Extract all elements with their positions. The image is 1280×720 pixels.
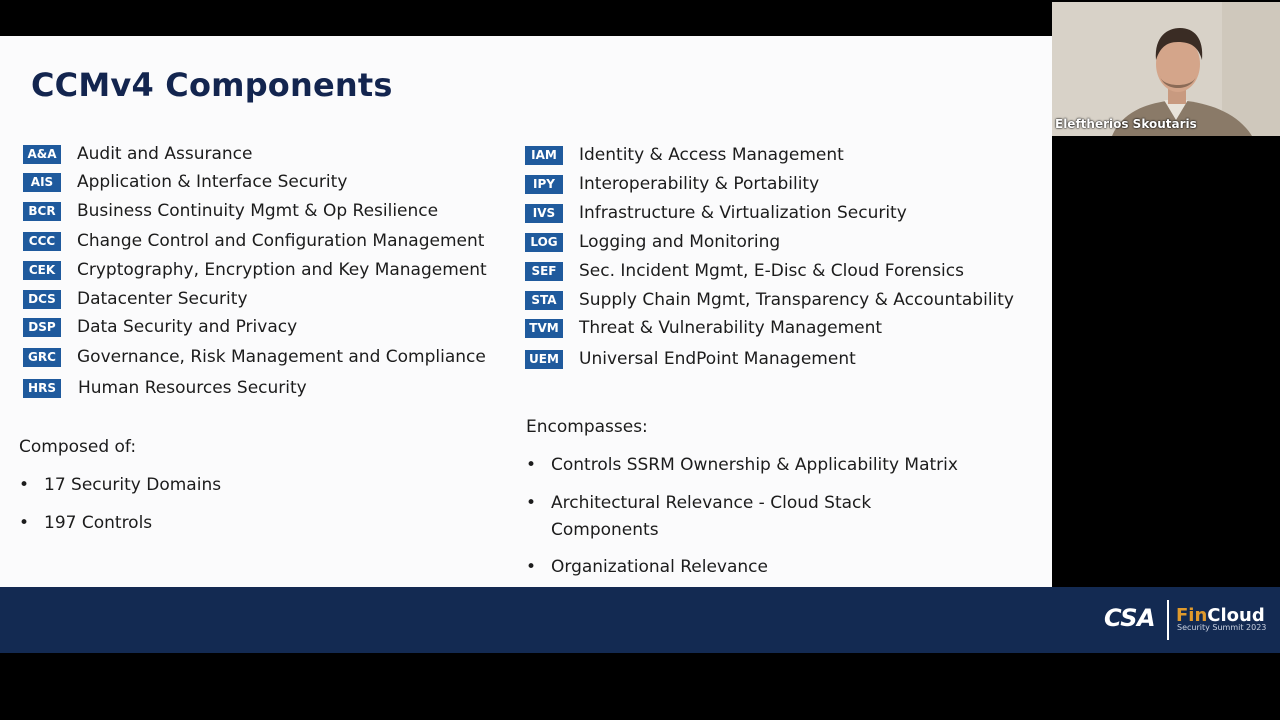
domain-code-badge: UEM — [525, 350, 563, 369]
bullet-dot: • — [526, 493, 537, 513]
domain-item — [23, 346, 486, 368]
domain-code-badge: IAM — [525, 146, 563, 165]
domain-name: Threat & Vulnerability Management — [579, 318, 883, 338]
domain-code-badge: STA — [525, 291, 563, 310]
domain-name: Application & Interface Security — [77, 172, 348, 192]
domain-item — [23, 316, 297, 338]
bullet-text: Organizational Relevance — [551, 557, 768, 577]
domain-name: Business Continuity Mgmt & Op Resilience — [77, 201, 439, 221]
domain-name: Universal EndPoint Management — [579, 349, 856, 369]
domain-code-badge: DSP — [23, 318, 61, 337]
domain-item — [23, 230, 484, 252]
domain-item — [23, 143, 252, 165]
domain-item — [525, 173, 819, 195]
bullet-text: Architectural Relevance - Cloud Stack — [551, 493, 872, 513]
bullet-dot: • — [19, 513, 30, 533]
bullet-text: 17 Security Domains — [44, 475, 222, 495]
domain-item — [23, 200, 438, 222]
domain-item — [525, 144, 844, 166]
bullet-dot: • — [19, 475, 30, 495]
presentation-slide — [0, 36, 1052, 587]
participant-video-tile[interactable] — [1052, 2, 1280, 136]
domain-name: Governance, Risk Management and Compliance — [77, 347, 486, 367]
bullet-text: Components — [551, 520, 659, 540]
domain-code-badge: CCC — [23, 232, 61, 251]
domain-item — [23, 288, 248, 310]
domain-item — [525, 202, 907, 224]
domain-item — [23, 171, 347, 193]
domain-item — [23, 259, 487, 281]
domain-code-badge: HRS — [23, 379, 61, 398]
domain-item — [525, 289, 1014, 311]
domain-name: Audit and Assurance — [77, 144, 253, 164]
domain-item — [23, 377, 307, 399]
bullet-dot: • — [526, 455, 537, 475]
domain-code-badge: LOG — [525, 233, 563, 252]
domain-name: Infrastructure & Virtualization Security — [579, 203, 907, 223]
domain-code-badge: GRC — [23, 348, 61, 367]
logo-cloud-part: Cloud — [1207, 605, 1265, 626]
participant-name-label: Eleftherios Skoutaris — [1055, 117, 1197, 131]
domain-name: Identity & Access Management — [579, 145, 844, 165]
bullet-text: Controls SSRM Ownership & Applicability Matrix — [551, 455, 958, 475]
domain-name: Datacenter Security — [77, 289, 248, 309]
domain-code-badge: DCS — [23, 290, 61, 309]
domain-name: Logging and Monitoring — [579, 232, 781, 252]
domain-name: Data Security and Privacy — [77, 317, 298, 337]
composed-of-label: Composed of: — [19, 437, 137, 457]
bullet-text: 197 Controls — [44, 513, 153, 533]
domain-code-badge: SEF — [525, 262, 563, 281]
domain-name: Change Control and Configuration Management — [77, 231, 485, 251]
domain-name: Sec. Incident Mgmt, E-Disc & Cloud Forensics — [579, 261, 964, 281]
domain-code-badge: TVM — [525, 319, 563, 338]
domain-name: Cryptography, Encryption and Key Management — [77, 260, 487, 280]
domain-item — [525, 317, 882, 339]
logo-subtitle: Security Summit 2023 — [1177, 623, 1267, 632]
domain-code-badge: CEK — [23, 261, 61, 280]
slide-title: CCMv4 Components — [31, 66, 393, 104]
logo-divider — [1167, 600, 1169, 640]
domain-name: Human Resources Security — [78, 378, 307, 398]
domain-code-badge: BCR — [23, 202, 61, 221]
logo-fin-part: Fin — [1176, 605, 1208, 626]
footer-banner — [0, 587, 1280, 653]
participant-video-feed — [1052, 2, 1280, 136]
domain-code-badge: AIS — [23, 173, 61, 192]
csa-logo-text: CSA — [1104, 604, 1156, 632]
encompasses-label: Encompasses: — [526, 417, 648, 437]
domain-code-badge: IVS — [525, 204, 563, 223]
domain-item — [525, 348, 856, 370]
bullet-dot: • — [526, 557, 537, 577]
domain-item — [525, 260, 964, 282]
domain-code-badge: IPY — [525, 175, 563, 194]
domain-item — [525, 231, 780, 253]
domain-name: Interoperability & Portability — [579, 174, 820, 194]
domain-code-badge: A&A — [23, 145, 61, 164]
domain-name: Supply Chain Mgmt, Transparency & Accountability — [579, 290, 1014, 310]
